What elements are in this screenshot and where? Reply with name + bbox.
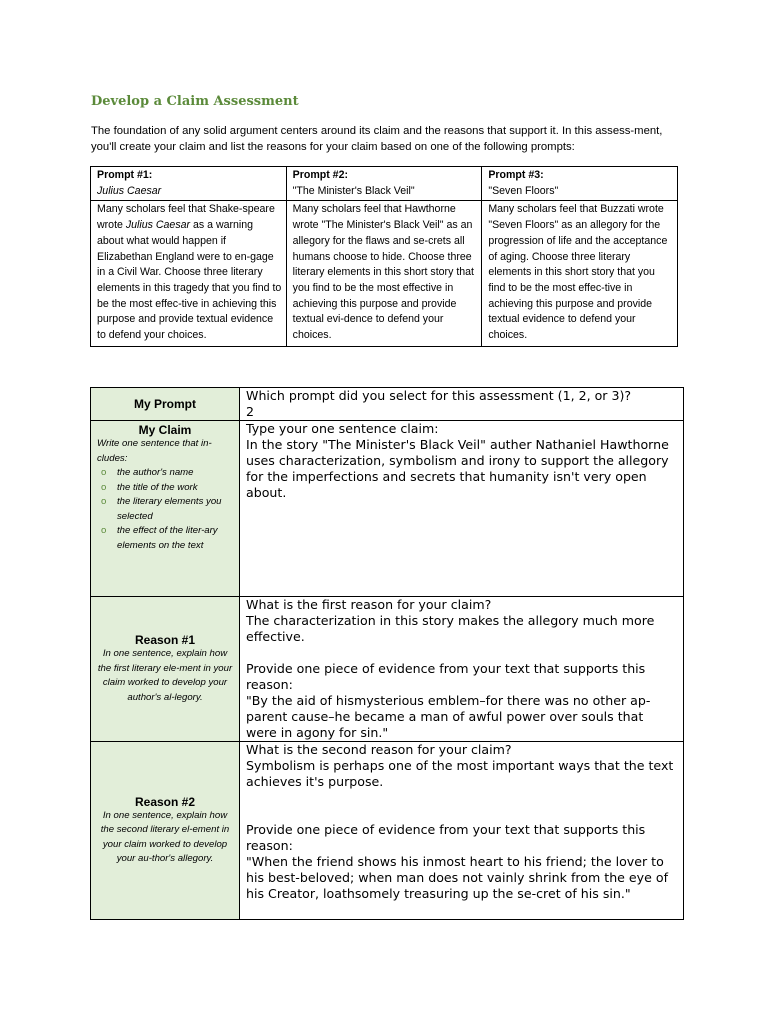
prompt-2-header <box>286 167 482 201</box>
assessment-form-table <box>90 387 684 920</box>
reason-1-evidence-question: Provide one piece of evidence from your text that supports this reason: <box>246 661 646 692</box>
spacer <box>246 790 677 822</box>
prompt-1-body-text-end: as a warning about what would happen if Elizabethan England were to en-gage in a Civil War. Choose three literary elements in this tragedy that you find to be the most effec-tive in achieving this purpose and provide textual evidence to defend your choices. <box>97 219 282 342</box>
reason-1-instruction: In one sentence, explain how the first literary ele-ment in your claim worked to develop your author's al-legory. <box>97 648 233 703</box>
reason-2-label-cell <box>91 742 240 920</box>
claim-criterion <box>95 495 235 524</box>
reason-1-label-cell <box>91 597 240 742</box>
claim-criterion <box>95 481 235 496</box>
reason-1-answer-cell[interactable] <box>240 597 684 742</box>
reason-1-row <box>91 597 684 742</box>
prompt-2-label: Prompt #2: <box>292 169 348 181</box>
prompt-1-subtitle: Julius Caesar <box>97 184 162 197</box>
prompt-1-label: Prompt #1: <box>97 169 153 181</box>
my-prompt-row <box>91 388 684 421</box>
my-prompt-label-cell <box>91 388 240 421</box>
bullet-icon: o <box>101 467 107 478</box>
reason-2-row <box>91 742 684 920</box>
my-prompt-label: My Prompt <box>133 397 196 411</box>
claim-criterion-text: the effect of the liter-ary elements on the text <box>117 525 218 551</box>
reason-1-answer[interactable]: The characterization in this story makes the allegory much more effective. <box>246 613 655 644</box>
reason-2-evidence[interactable]: "When the friend shows his inmost heart to his friend; the lover to his best-beloved; when man does not vainly shrink from the eye of his Creator, loathsomely treasuring up the se-cret of his sin." <box>246 854 669 901</box>
page-title: Develop a Claim Assessment <box>91 94 299 109</box>
my-claim-label: My Claim <box>138 423 192 437</box>
prompt-3-subtitle: "Seven Floors" <box>488 184 559 197</box>
reason-2-evidence-question: Provide one piece of evidence from your text that supports this reason: <box>246 822 646 853</box>
prompts-body-row <box>91 201 678 346</box>
my-claim-answer-cell[interactable] <box>240 421 684 597</box>
claim-criteria-list <box>95 466 235 553</box>
prompt-1-body-text: Many scholars feel that Shake-speare wrote <box>97 203 275 232</box>
prompt-1-body <box>91 201 287 346</box>
prompt-3-body: Many scholars feel that Buzzati wrote "Seven Floors" as an allegory for the progression of life and the acceptance of aging. Choose three literary elements in this short story that you find to be the most effec-tive in achieving this purpose and provide textual evidence to defend your choices. <box>482 201 678 346</box>
prompt-2-subtitle: "The Minister's Black Veil" <box>292 184 415 197</box>
prompts-table <box>90 166 678 347</box>
reason-1-question: What is the first reason for your claim? <box>246 597 492 612</box>
bullet-icon: o <box>101 525 107 536</box>
my-prompt-question: Which prompt did you select for this assessment (1, 2, or 3)? <box>246 388 632 403</box>
prompt-3-label: Prompt #3: <box>488 169 544 181</box>
claim-criterion <box>95 466 235 481</box>
my-claim-answer[interactable]: In the story "The Minister's Black Veil" auther Nathaniel Hawthorne uses characterization, symbolism and irony to support the allegory for the imperfections and secrets that humanity isn't very open about. <box>246 437 669 500</box>
reason-2-instruction: In one sentence, explain how the second literary el-ement in your claim worked to develop your au-thor's allegory. <box>100 809 230 864</box>
claim-criterion-text: the title of the work <box>117 481 198 493</box>
prompt-3-header <box>482 167 678 201</box>
reason-2-question: What is the second reason for your claim? <box>246 742 512 757</box>
prompt-2-body: Many scholars feel that Hawthorne wrote "The Minister's Black Veil" as an allegory for the flaws and se-crets all humans choose to hide. Choose three literary elements in this short story that you find to be the most effective in achieving this purpose and provide textual evi-dence to defend your choices. <box>286 201 482 346</box>
reason-2-answer[interactable]: Symbolism is perhaps one of the most important ways that the text achieves it's purpose. <box>246 758 674 789</box>
my-prompt-answer[interactable]: 2 <box>246 404 255 419</box>
reason-1-evidence[interactable]: "By the aid of hismysterious emblem–for there was no other ap-parent cause–he became a man of awful power over souls that were in agony for sin." <box>246 693 651 740</box>
intro-paragraph: The foundation of any solid argument centers around its claim and the reasons that support it. In this assess-ment, you'll create your claim and list the reasons for your claim based on one of the following prompts: <box>91 125 663 153</box>
prompts-header-row <box>91 167 678 201</box>
claim-criterion-text: the literary elements you selected <box>117 496 222 522</box>
reason-2-label: Reason #2 <box>134 794 196 809</box>
my-claim-row <box>91 421 684 597</box>
claim-criterion <box>95 524 235 553</box>
reason-1-label: Reason #1 <box>134 633 196 647</box>
prompt-1-header <box>91 167 287 201</box>
prompt-1-body-title: Julius Caesar <box>125 219 191 232</box>
claim-criterion-text: the author's name <box>117 467 194 478</box>
my-claim-instruction: Write one sentence that in-cludes: <box>97 438 212 464</box>
bullet-icon: o <box>101 481 107 493</box>
bullet-icon: o <box>101 496 107 507</box>
my-claim-label-cell <box>91 421 240 597</box>
reason-2-answer-cell[interactable] <box>240 742 684 920</box>
my-claim-question: Type your one sentence claim: <box>246 421 439 436</box>
spacer <box>246 645 677 661</box>
my-prompt-answer-cell[interactable] <box>240 388 684 421</box>
